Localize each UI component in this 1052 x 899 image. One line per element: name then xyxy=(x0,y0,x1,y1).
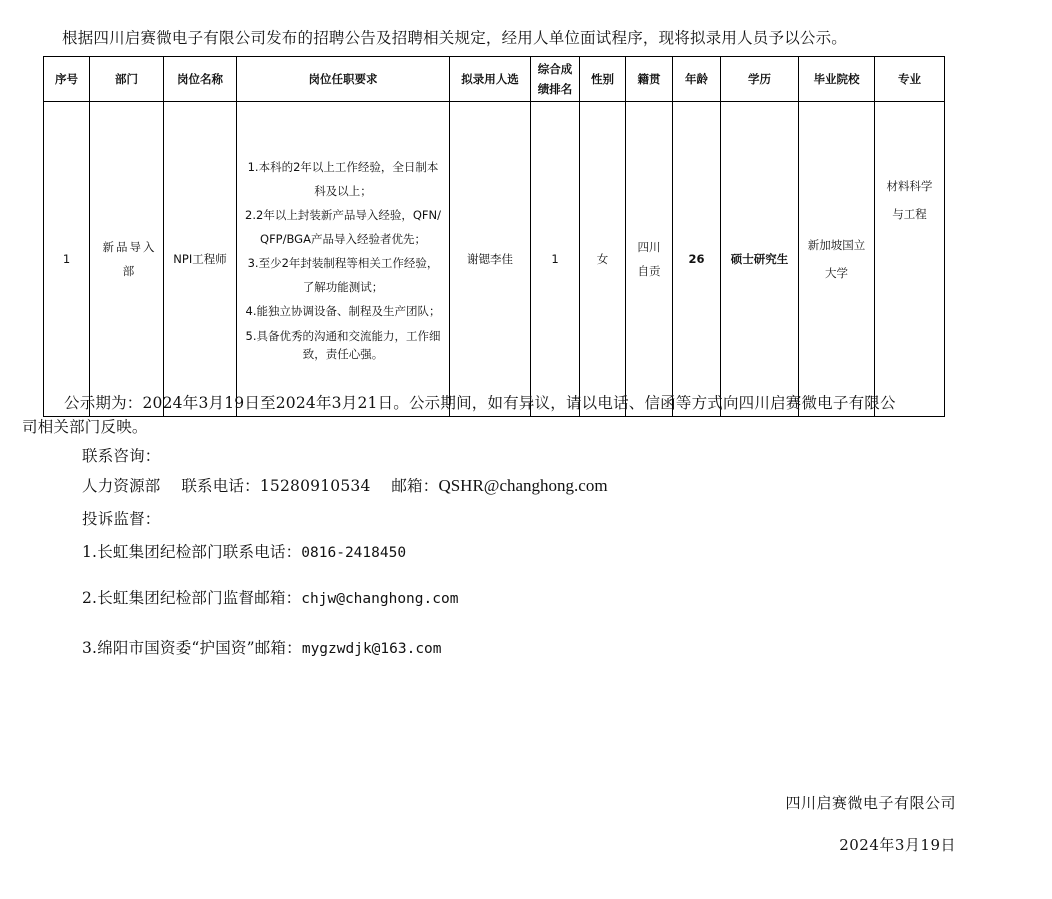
complaint-email-link[interactable]: chjw@changhong.com xyxy=(301,591,459,607)
header-major: 专业 xyxy=(875,57,945,102)
contact-heading: 联系咨询： xyxy=(82,447,161,465)
header-index: 序号 xyxy=(44,57,90,102)
cell-school: 新加坡国立 大学 xyxy=(799,102,875,417)
cell-candidate: 谢锶李佳 xyxy=(450,102,531,417)
cell-major: 材料科学 与工程 xyxy=(875,102,945,417)
cell-position: NPI工程师 xyxy=(164,102,237,417)
header-gender: 性别 xyxy=(580,57,626,102)
cell-requirements: 1.本科的2年以上工作经验，全日制本 科及以上； 2.2年以上封装新产品导入经验，QFN/ QFP/BGA产品导入经验者优先； 3.至少2年封装制程等相关工作经验， 了解功能测试； 4.能独立协调设备、制程及生产团队； 5.具备优秀的沟通和交流能力，工作细 致，责任心强。 xyxy=(237,102,450,417)
header-age: 年龄 xyxy=(673,57,721,102)
header-requirements: 岗位任职要求 xyxy=(237,57,450,102)
complaint-item-2: 2.长虹集团纪检部门监督邮箱：chjw@changhong.com xyxy=(82,589,459,607)
cell-origin: 四川 自贡 xyxy=(626,102,673,417)
intro-paragraph: 根据四川启赛微电子有限公司发布的招聘公告及招聘相关规定，经用人单位面试程序，现将拟录用人员予以公示。 xyxy=(62,29,848,47)
cell-degree: 硕士研究生 xyxy=(721,102,799,417)
publicity-period-line1: 公示期为：2024年3月19日至2024年3月21日。公示期间，如有异议，请以电话、信函等方式向四川启赛微电子有限公 xyxy=(64,394,896,412)
cell-department: 新品导入 部 xyxy=(90,102,164,417)
contact-email-link[interactable]: QSHR@changhong.com xyxy=(438,476,608,495)
contact-line: 人力资源部 联系电话：15280910534 邮箱：QSHR@changhong.com xyxy=(82,476,608,495)
complaint-heading: 投诉监督： xyxy=(82,510,161,528)
cell-age: 26 xyxy=(673,102,721,417)
header-school: 毕业院校 xyxy=(799,57,875,102)
candidate-table xyxy=(43,56,945,417)
signature-company: 四川启赛微电子有限公司 xyxy=(785,794,956,812)
table-row xyxy=(44,102,945,417)
header-origin: 籍贯 xyxy=(626,57,673,102)
guozi-email-link[interactable]: mygzwdjk@163.com xyxy=(301,641,442,657)
signature-date: 2024年3月19日 xyxy=(839,836,956,854)
cell-index: 1 xyxy=(44,102,90,417)
header-candidate: 拟录用人选 xyxy=(450,57,531,102)
header-degree: 学历 xyxy=(721,57,799,102)
publicity-period-line2: 司相关部门反映。 xyxy=(22,418,148,436)
complaint-item-1: 1.长虹集团纪检部门联系电话：0816-2418450 xyxy=(82,543,407,561)
header-department: 部门 xyxy=(90,57,164,102)
cell-ranking: 1 xyxy=(531,102,580,417)
table-header-row xyxy=(44,57,945,102)
cell-gender: 女 xyxy=(580,102,626,417)
header-position: 岗位名称 xyxy=(164,57,237,102)
header-ranking: 综合成 绩排名 xyxy=(531,57,580,102)
complaint-item-3: 3.绵阳市国资委“护国资”邮箱：mygzwdjk@163.com xyxy=(82,639,442,657)
